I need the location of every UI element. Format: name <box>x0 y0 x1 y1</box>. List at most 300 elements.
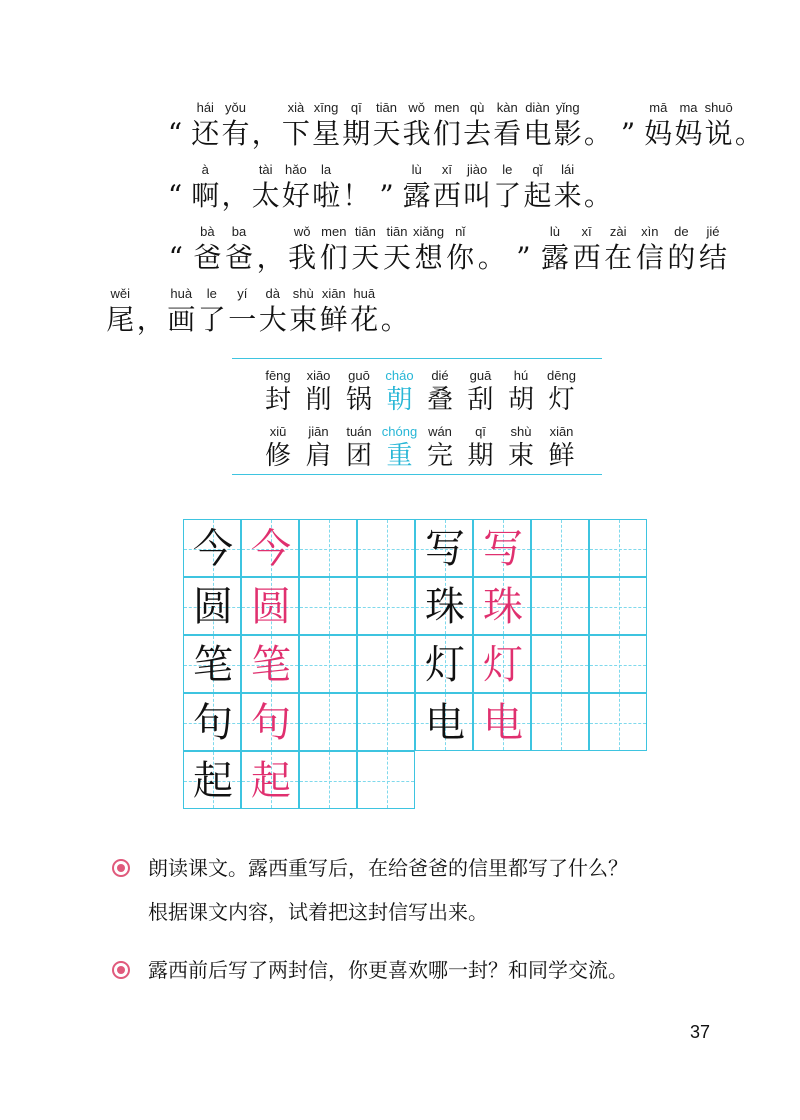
hanzi: 露 <box>402 179 431 212</box>
hanzi: 啦 <box>312 179 341 212</box>
hanzi: “ <box>168 241 183 274</box>
pinyin: yǐng <box>555 100 580 115</box>
hanzi: 信 <box>635 241 664 274</box>
pinyin: à <box>201 162 209 177</box>
pinyin: huā <box>353 286 376 301</box>
story-char <box>160 224 192 276</box>
hanzi: 。 <box>583 179 612 212</box>
pinyin <box>476 224 508 240</box>
grid-guide <box>300 607 356 608</box>
pinyin: le <box>502 162 513 177</box>
grid-cell <box>299 635 357 693</box>
pinyin: hǎo <box>285 162 307 177</box>
hanzi: 肩 <box>305 441 332 471</box>
pinyin: ma <box>679 100 698 115</box>
story-char <box>349 286 380 338</box>
model-char: 灯 <box>425 642 465 688</box>
hanzi: 星 <box>312 117 341 150</box>
hanzi: 想 <box>414 241 443 274</box>
story-char <box>341 162 371 214</box>
vocab-word <box>420 424 460 476</box>
hanzi: 你 <box>446 241 475 274</box>
hanzi: 们 <box>432 117 461 150</box>
pinyin <box>251 100 281 116</box>
grid-guide <box>561 636 562 692</box>
grid-cell <box>415 693 473 751</box>
vocab-word <box>339 424 379 476</box>
story-char <box>522 162 552 214</box>
grid-cell <box>299 519 357 577</box>
grid-guide <box>329 520 330 576</box>
hanzi: 束 <box>507 441 534 471</box>
story-char <box>492 162 522 214</box>
grid-cell <box>357 519 415 577</box>
model-char: 珠 <box>425 584 465 630</box>
hanzi: 锅 <box>345 385 372 415</box>
model-char: 起 <box>193 758 233 804</box>
hanzi: 妈 <box>644 117 673 150</box>
hanzi: 还 <box>191 117 220 150</box>
pinyin: dié <box>431 368 449 383</box>
hanzi: 爸 <box>193 241 222 274</box>
grid-cell <box>473 519 531 577</box>
hanzi: 期 <box>467 441 494 471</box>
grid-guide <box>300 665 356 666</box>
grid-cell <box>357 577 415 635</box>
hanzi: 天 <box>382 241 411 274</box>
story-char <box>286 224 318 276</box>
pinyin: jiān <box>308 424 329 439</box>
story-char <box>251 162 281 214</box>
exercise-bullet-icon <box>112 961 130 979</box>
hanzi: 影 <box>553 117 582 150</box>
grid-guide <box>532 549 588 550</box>
grid-guide <box>358 723 414 724</box>
story-char <box>223 224 255 276</box>
grid-guide <box>561 694 562 750</box>
pinyin: diàn <box>525 100 550 115</box>
grid-guide <box>561 578 562 634</box>
grid-guide <box>590 665 646 666</box>
exercise-text: 朗读课文。露西重写后，在给爸爸的信里都写了什么？ <box>148 856 628 880</box>
hanzi: “ <box>167 179 183 212</box>
hanzi: 重 <box>386 441 413 471</box>
story-char <box>432 162 462 214</box>
story-char <box>643 100 673 152</box>
grid-guide <box>387 520 388 576</box>
pinyin: huà <box>170 286 193 301</box>
exercise-bullet-icon <box>112 859 130 877</box>
grid-cell <box>183 693 241 751</box>
grid-cell <box>589 635 647 693</box>
grid-cell <box>531 519 589 577</box>
grid-guide <box>329 578 330 634</box>
pinyin: shuō <box>704 100 733 115</box>
pinyin: wán <box>428 424 452 439</box>
exercise-text: 露西前后写了两封信，你更喜欢哪一封？和同学交流。 <box>148 958 628 982</box>
pinyin: xiǎng <box>413 224 445 239</box>
grid-cell <box>183 519 241 577</box>
pinyin: hú <box>513 368 529 383</box>
model-char: 电 <box>425 700 465 746</box>
pinyin: xiū <box>269 424 287 439</box>
pinyin: wǒ <box>293 224 311 239</box>
hanzi: 大 <box>258 303 287 336</box>
story-char <box>190 162 220 214</box>
grid-guide <box>387 752 388 808</box>
story-char <box>288 286 319 338</box>
tracing-char: 电 <box>483 700 523 746</box>
vocab-top-rule <box>232 358 602 359</box>
pinyin: qù <box>469 100 485 115</box>
grid-cell <box>473 635 531 693</box>
hanzi: 刮 <box>467 385 494 415</box>
grid-cell <box>241 635 299 693</box>
story-char <box>136 286 167 338</box>
pinyin <box>255 224 287 240</box>
hanzi: 的 <box>667 241 696 274</box>
hanzi: 期 <box>342 117 371 150</box>
story-char <box>522 100 552 152</box>
hanzi: 。 <box>380 303 409 336</box>
grid-guide <box>532 665 588 666</box>
pinyin <box>734 100 764 116</box>
story-char <box>281 162 311 214</box>
pinyin: shù <box>292 286 314 301</box>
story-char <box>341 100 371 152</box>
hanzi: ！ <box>342 179 371 212</box>
vocab-word <box>299 368 339 420</box>
pinyin: jiào <box>466 162 488 177</box>
grid-guide <box>387 636 388 692</box>
pinyin <box>136 286 167 302</box>
hanzi: 我 <box>288 241 317 274</box>
hanzi: 尾 <box>106 303 135 336</box>
pinyin: fēng <box>265 368 291 383</box>
grid-cell <box>589 693 647 751</box>
hanzi: ” <box>516 241 531 274</box>
grid-cell <box>473 693 531 751</box>
vocab-word <box>461 424 501 476</box>
tracing-char: 写 <box>483 526 523 572</box>
tracing-char: 灯 <box>483 642 523 688</box>
grid-cell <box>241 693 299 751</box>
pinyin: yí <box>237 286 248 301</box>
story-char <box>634 224 666 276</box>
vocab-word <box>339 368 379 420</box>
grid-cell <box>299 693 357 751</box>
hanzi: 团 <box>345 441 372 471</box>
pinyin: ba <box>231 224 247 239</box>
vocab-word <box>542 368 582 420</box>
hanzi: 。 <box>734 117 763 150</box>
hanzi: 画 <box>167 303 196 336</box>
grid-cell <box>357 751 415 809</box>
grid-cell <box>299 577 357 635</box>
grid-cell <box>415 577 473 635</box>
story-line <box>0 286 800 346</box>
hanzi: 了 <box>493 179 522 212</box>
story-char <box>508 224 540 276</box>
story-char <box>105 286 136 338</box>
grid-guide <box>329 752 330 808</box>
vocab-word <box>501 368 541 420</box>
grid-cell <box>357 693 415 751</box>
tracing-char: 句 <box>251 700 291 746</box>
story-char <box>380 286 411 338</box>
grid-guide <box>300 723 356 724</box>
story-char <box>197 286 228 338</box>
grid-cell <box>531 635 589 693</box>
story-char <box>255 224 287 276</box>
pinyin: lù <box>411 162 422 177</box>
pinyin: cháo <box>385 368 414 383</box>
hanzi: 起 <box>523 179 552 212</box>
pinyin: wěi <box>110 286 130 301</box>
story-char <box>160 100 190 152</box>
story-char <box>319 286 350 338</box>
vocab-word <box>420 368 460 420</box>
pinyin: qī <box>350 100 362 115</box>
story-char <box>311 100 341 152</box>
pinyin: tiān <box>376 100 397 115</box>
hanzi: ， <box>256 241 285 274</box>
pinyin: chóng <box>381 424 418 439</box>
hanzi: 结 <box>698 241 727 274</box>
hanzi: 天 <box>372 117 401 150</box>
grid-guide <box>619 636 620 692</box>
story-char <box>281 100 311 152</box>
tracing-char: 起 <box>251 758 291 804</box>
hanzi: 束 <box>289 303 318 336</box>
story-line <box>0 224 800 284</box>
pinyin <box>220 162 250 178</box>
grid-cell <box>415 519 473 577</box>
hanzi: 一 <box>228 303 257 336</box>
story-char <box>166 286 197 338</box>
grid-guide <box>300 781 356 782</box>
hanzi: 看 <box>493 117 522 150</box>
vocab-bottom-rule <box>232 474 602 475</box>
story-char <box>602 224 634 276</box>
story-char <box>413 224 445 276</box>
grid-guide <box>358 549 414 550</box>
story-char <box>258 286 289 338</box>
story-char <box>311 162 341 214</box>
hanzi: ” <box>379 179 394 212</box>
vocab-word <box>501 424 541 476</box>
pinyin: xià <box>287 100 305 115</box>
story-char <box>583 162 613 214</box>
hanzi: 下 <box>281 117 310 150</box>
story-char <box>553 162 583 214</box>
model-char: 笔 <box>193 642 233 688</box>
pinyin <box>613 100 643 116</box>
pinyin: lái <box>561 162 575 177</box>
hanzi: 妈 <box>674 117 703 150</box>
pinyin: bà <box>200 224 215 239</box>
story-char <box>704 100 734 152</box>
story-char <box>734 100 764 152</box>
pinyin: qǐ <box>532 162 543 177</box>
tracing-char: 珠 <box>483 584 523 630</box>
pinyin: guō <box>348 368 370 383</box>
grid-guide <box>387 578 388 634</box>
exercise-text: 根据课文内容，试着把这封信写出来。 <box>148 900 488 924</box>
pinyin: lù <box>549 224 561 239</box>
pinyin <box>160 100 190 116</box>
pinyin <box>508 224 540 240</box>
grid-cell <box>183 751 241 809</box>
story-char <box>160 162 190 214</box>
grid-guide <box>329 694 330 750</box>
story-char <box>666 224 698 276</box>
pinyin: jié <box>706 224 720 239</box>
model-char: 写 <box>425 526 465 572</box>
hanzi: 在 <box>604 241 633 274</box>
hanzi: 们 <box>319 241 348 274</box>
grid-cell <box>357 635 415 693</box>
hanzi: 花 <box>350 303 379 336</box>
vocab-word <box>380 424 420 476</box>
vocab-word <box>258 368 298 420</box>
hanzi: 修 <box>264 441 291 471</box>
grid-cell <box>589 577 647 635</box>
hanzi: 西 <box>572 241 601 274</box>
hanzi: 。 <box>583 117 612 150</box>
grid-guide <box>590 607 646 608</box>
pinyin: zài <box>609 224 627 239</box>
grid-guide <box>358 665 414 666</box>
vocab-word <box>380 368 420 420</box>
story-char <box>381 224 413 276</box>
hanzi: 叫 <box>463 179 492 212</box>
pinyin: xiān <box>321 286 346 301</box>
grid-cell <box>241 519 299 577</box>
pinyin: xìn <box>641 224 659 239</box>
pinyin: yǒu <box>225 100 246 115</box>
grid-guide <box>358 781 414 782</box>
grid-guide <box>590 549 646 550</box>
story-char <box>371 100 401 152</box>
hanzi: 叠 <box>426 385 453 415</box>
pinyin: kàn <box>496 100 518 115</box>
grid-guide <box>619 578 620 634</box>
hanzi: 我 <box>402 117 431 150</box>
story-line <box>0 100 800 160</box>
hanzi: 有 <box>221 117 250 150</box>
pinyin: xiān <box>549 424 574 439</box>
hanzi: 封 <box>264 385 291 415</box>
grid-cell <box>241 751 299 809</box>
hanzi: ， <box>221 179 250 212</box>
story-char <box>402 162 432 214</box>
hanzi: 天 <box>351 241 380 274</box>
tracing-char: 今 <box>251 526 291 572</box>
pinyin <box>160 224 192 240</box>
story-char <box>350 224 382 276</box>
tracing-char: 笔 <box>251 642 291 688</box>
pinyin: xīng <box>313 100 339 115</box>
hanzi: ” <box>620 117 636 150</box>
hanzi: 电 <box>523 117 552 150</box>
story-char <box>371 162 401 214</box>
story-char <box>539 224 571 276</box>
vocab-word <box>299 424 339 476</box>
grid-guide <box>590 723 646 724</box>
vocab-word <box>258 424 298 476</box>
story-char <box>673 100 703 152</box>
pinyin: xī <box>581 224 592 239</box>
pinyin: la <box>321 162 332 177</box>
grid-cell <box>183 635 241 693</box>
story-char <box>462 100 492 152</box>
hanzi: 。 <box>477 241 506 274</box>
hanzi: ， <box>136 303 165 336</box>
grid-cell <box>531 693 589 751</box>
story-char <box>220 162 250 214</box>
hanzi: 了 <box>197 303 226 336</box>
pinyin: guā <box>469 368 492 383</box>
model-char: 圆 <box>193 584 233 630</box>
hanzi: 说 <box>704 117 733 150</box>
story-char <box>553 100 583 152</box>
vocab-word <box>461 368 501 420</box>
pinyin: shù <box>510 424 532 439</box>
grid-cell <box>473 577 531 635</box>
pinyin <box>371 162 401 178</box>
hanzi: 露 <box>540 241 569 274</box>
story-char <box>697 224 729 276</box>
hanzi: 完 <box>426 441 453 471</box>
story-char <box>583 100 613 152</box>
pinyin: hái <box>196 100 214 115</box>
pinyin: nǐ <box>455 224 466 239</box>
hanzi: 西 <box>432 179 461 212</box>
vocab-word <box>542 424 582 476</box>
hanzi: 来 <box>553 179 582 212</box>
model-char: 今 <box>193 526 233 572</box>
pinyin: dēng <box>547 368 576 383</box>
pinyin <box>583 100 613 116</box>
page-number: 37 <box>690 1022 711 1042</box>
pinyin: wǒ <box>408 100 425 115</box>
grid-cell <box>531 577 589 635</box>
hanzi: “ <box>167 117 183 150</box>
pinyin: tuán <box>346 424 372 439</box>
grid-guide <box>532 723 588 724</box>
grid-cell <box>415 635 473 693</box>
grid-cell <box>183 577 241 635</box>
story-char <box>190 100 220 152</box>
grid-guide <box>532 607 588 608</box>
grid-guide <box>619 694 620 750</box>
pinyin: men <box>434 100 460 115</box>
story-char <box>492 100 522 152</box>
pinyin: le <box>206 286 217 301</box>
hanzi: 鲜 <box>319 303 348 336</box>
story-char <box>444 224 476 276</box>
hanzi: 啊 <box>191 179 220 212</box>
pinyin: de <box>674 224 689 239</box>
hanzi: 削 <box>305 385 332 415</box>
grid-guide <box>561 520 562 576</box>
story-char <box>220 100 250 152</box>
grid-cell <box>299 751 357 809</box>
tracing-char: 圆 <box>251 584 291 630</box>
hanzi: ， <box>251 117 280 150</box>
hanzi: 鲜 <box>548 441 575 471</box>
